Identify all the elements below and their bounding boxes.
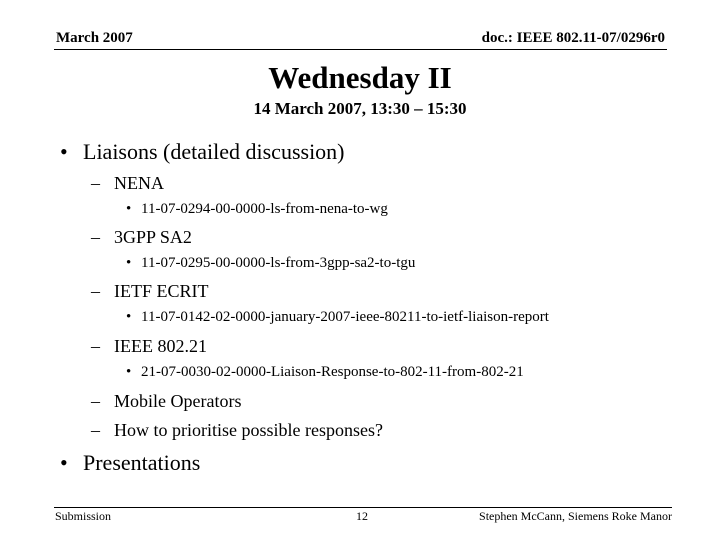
- bullet-marker: •: [60, 139, 68, 164]
- bullet-3gpp: 3GPP SA2: [114, 227, 192, 247]
- dot-marker: •: [126, 309, 132, 325]
- dot-marker: •: [126, 364, 132, 380]
- dot-marker: •: [126, 255, 132, 271]
- bullet-ietf-doc: 11-07-0142-02-0000-january-2007-ieee-80211-to-ietf-liaison-report: [141, 309, 549, 325]
- bullet-prioritise: How to prioritise possible responses?: [114, 420, 383, 440]
- dash-marker: –: [91, 336, 100, 356]
- bullet-ietf: IETF ECRIT: [114, 281, 209, 301]
- footer-rule: [54, 507, 672, 508]
- slide-subtitle: 14 March 2007, 13:30 – 15:30: [253, 99, 467, 118]
- bullet-presentations: Presentations: [83, 450, 201, 475]
- dash-marker: –: [91, 227, 100, 247]
- bullet-ieee-doc: 21-07-0030-02-0000-Liaison-Response-to-802-11-from-802-21: [141, 364, 524, 380]
- bullet-nena: NENA: [114, 173, 164, 193]
- header-doc-id: doc.: IEEE 802.11-07/0296r0: [481, 30, 665, 46]
- slide-title: Wednesday II: [268, 60, 452, 95]
- dash-marker: –: [91, 281, 100, 301]
- bullet-ieee: IEEE 802.21: [114, 336, 207, 356]
- dash-marker: –: [91, 391, 100, 411]
- bullet-marker: •: [60, 450, 68, 475]
- header-date: March 2007: [56, 30, 133, 46]
- header-rule: [54, 49, 667, 50]
- bullet-liaisons: Liaisons (detailed discussion): [83, 139, 345, 164]
- footer-page-number: 12: [356, 509, 368, 523]
- dash-marker: –: [91, 420, 100, 440]
- footer-submission: Submission: [55, 509, 112, 523]
- dash-marker: –: [91, 173, 100, 193]
- bullet-mobile: Mobile Operators: [114, 391, 242, 411]
- bullet-nena-doc: 11-07-0294-00-0000-ls-from-nena-to-wg: [141, 201, 388, 217]
- footer-author: Stephen McCann, Siemens Roke Manor: [479, 509, 672, 523]
- dot-marker: •: [126, 201, 132, 217]
- bullet-3gpp-doc: 11-07-0295-00-0000-ls-from-3gpp-sa2-to-tgu: [141, 255, 416, 271]
